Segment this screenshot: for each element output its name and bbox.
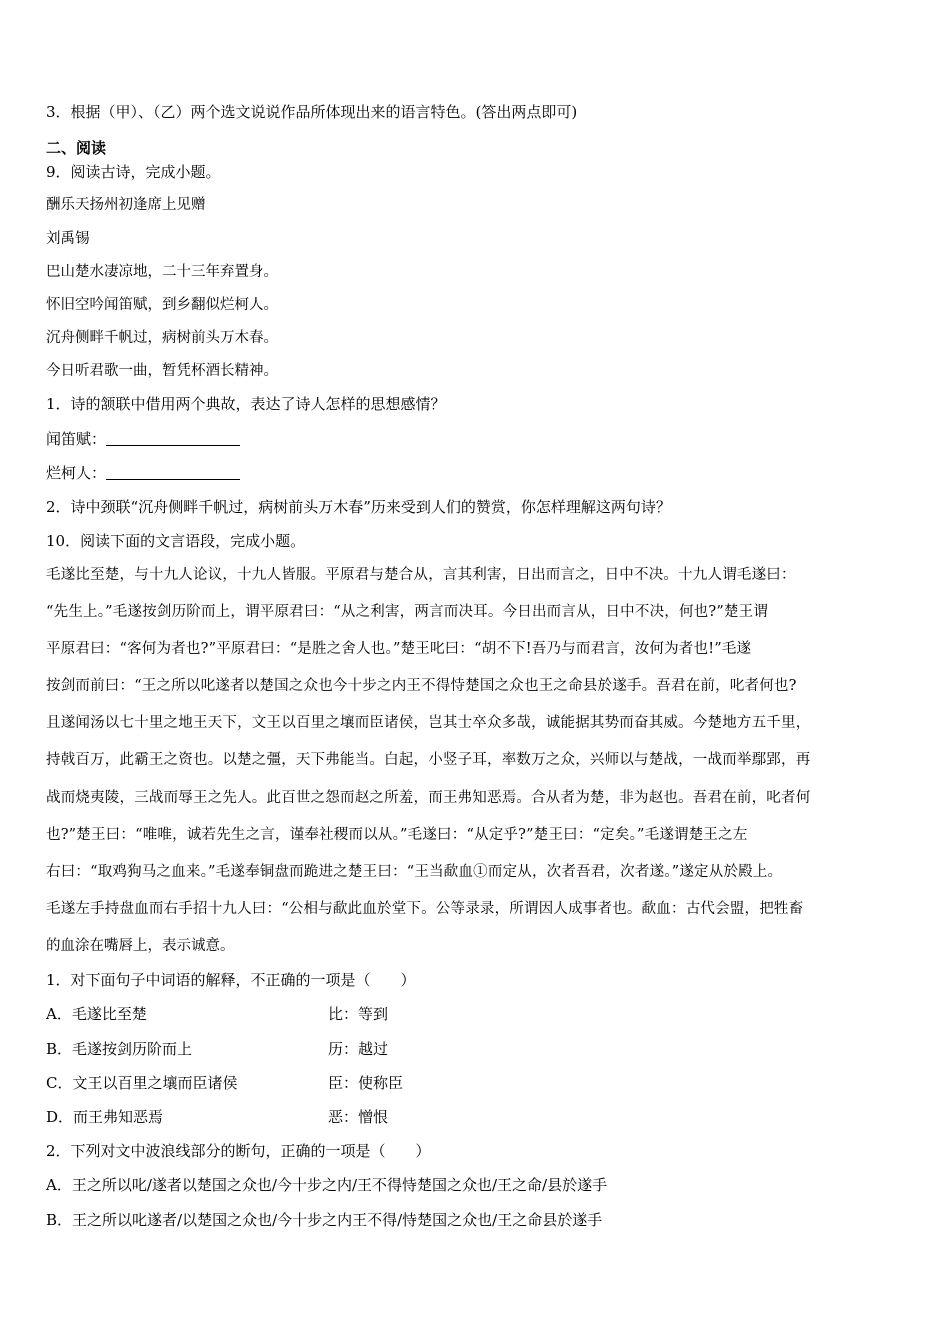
blank-label: 闻笛赋： xyxy=(46,430,107,448)
option-c[interactable]: C．文王以百里之壤而臣诸侯 xyxy=(46,1074,238,1092)
option-a-definition: 比：等到 xyxy=(328,1005,389,1023)
answer-line-1 xyxy=(46,429,240,449)
passage-line: 持戟百万，此霸王之资也。以楚之彊，天下弗能当。白起，小竖子耳，率数万之众，兴师以与楚战，一战而举鄢郢，再 xyxy=(46,752,811,768)
answer-blank[interactable] xyxy=(106,431,240,446)
poem-author: 刘禹锡 xyxy=(46,231,90,247)
answer-line-2 xyxy=(46,463,240,483)
q10-intro: 10．阅读下面的文言语段，完成小题。 xyxy=(46,532,306,550)
passage-line: 且遂闻汤以七十里之地王天下，文王以百里之壤而臣诸侯，岂其士卒众多哉，诚能据其势而奋其威。今楚地方五千里， xyxy=(46,715,811,731)
passage-line: 的血涂在嘴唇上，表示诚意。 xyxy=(46,938,235,954)
q10-question-2: 2．下列对文中波浪线部分的断句，正确的一项是（ ） xyxy=(46,1142,431,1160)
blank-label: 烂柯人： xyxy=(46,464,107,482)
option-d-definition: 恶：憎恨 xyxy=(328,1108,389,1126)
q10-question-1: 1．对下面句子中词语的解释，不正确的一项是（ ） xyxy=(46,971,416,989)
poem-line: 怀旧空吟闻笛赋，到乡翻似烂柯人。 xyxy=(46,297,278,313)
option-d[interactable]: D．而王弗知恶焉 xyxy=(46,1108,164,1126)
poem-line: 沉舟侧畔千帆过，病树前头万木春。 xyxy=(46,330,278,346)
q9-intro: 9．阅读古诗，完成小题。 xyxy=(46,163,221,181)
option-c-definition: 臣：使称臣 xyxy=(328,1074,404,1092)
passage-line: 战而烧夷陵，三战而辱王之先人。此百世之怨而赵之所羞，而王弗知恶焉。合从者为楚，非为赵也。吾君在前，叱者何 xyxy=(46,790,811,806)
option-a[interactable]: A．毛遂比至楚 xyxy=(46,1005,147,1023)
passage-line: 毛遂左手持盘血而右手招十九人曰：“公相与歃此血於堂下。公等录录，所谓因人成事者也。歃血：古代会盟，把牲畜 xyxy=(46,901,804,917)
punctuation-option-b[interactable]: B．王之所以叱遂者/以楚国之众也/今十步之内王不得/恃楚国之众也/王之命县於遂手 xyxy=(46,1211,603,1229)
option-b[interactable]: B．毛遂按剑历阶而上 xyxy=(46,1040,193,1058)
option-b-definition: 历：越过 xyxy=(328,1040,389,1058)
q9-question-1: 1．诗的颔联中借用两个典故，表达了诗人怎样的思想感情？ xyxy=(46,395,446,413)
section-title: 二、阅读 xyxy=(46,139,107,157)
punctuation-option-a[interactable]: A．王之所以叱/遂者以楚国之众也/今十步之内/王不得恃楚国之众也/王之命/县於遂手 xyxy=(46,1176,608,1194)
poem-line: 今日听君歌一曲，暂凭杯酒长精神。 xyxy=(46,363,278,379)
passage-line: 按剑而前曰：“王之所以叱遂者以楚国之众也今十步之内王不得恃楚国之众也王之命县於遂手。吾君在前，叱者何也? xyxy=(46,678,797,694)
question-3: 3．根据（甲）、（乙）两个选文说说作品所体现出来的语言特色。(答出两点即可) xyxy=(46,103,578,121)
poem-title: 酬乐天扬州初逢席上见赠 xyxy=(46,197,206,213)
passage-line: 毛遂比至楚，与十九人论议，十九人皆服。平原君与楚合从，言其利害，日出而言之，日中不决。十九人谓毛遂曰： xyxy=(46,567,796,583)
poem-line: 巴山楚水凄凉地，二十三年弃置身。 xyxy=(46,264,278,280)
q9-question-2: 2．诗中颈联“沉舟侧畔千帆过，病树前头万木春”历来受到人们的赞赏，你怎样理解这两句诗？ xyxy=(46,498,671,516)
passage-line: “先生上。”毛遂按剑历阶而上，谓平原君曰：“从之利害，两言而决耳。今日出而言从，日中不决，何也?”楚王谓 xyxy=(46,604,769,620)
passage-line: 平原君曰：“客何为者也?”平原君曰：“是胜之舍人也。”楚王叱曰：“胡不下!吾乃与而君言，汝何为者也!”毛遂 xyxy=(46,641,752,657)
answer-blank[interactable] xyxy=(106,465,240,480)
passage-line: 右曰：“取鸡狗马之血来。”毛遂奉铜盘而跪进之楚王曰：“王当歃血①而定从，次者吾君，次者遂。”遂定从於殿上。 xyxy=(46,864,783,880)
passage-line: 也?”楚王曰：“唯唯，诚若先生之言，谨奉社稷而以从。”毛遂曰：“从定乎?”楚王曰：“定矣。”毛遂谓楚王之左 xyxy=(46,827,748,843)
